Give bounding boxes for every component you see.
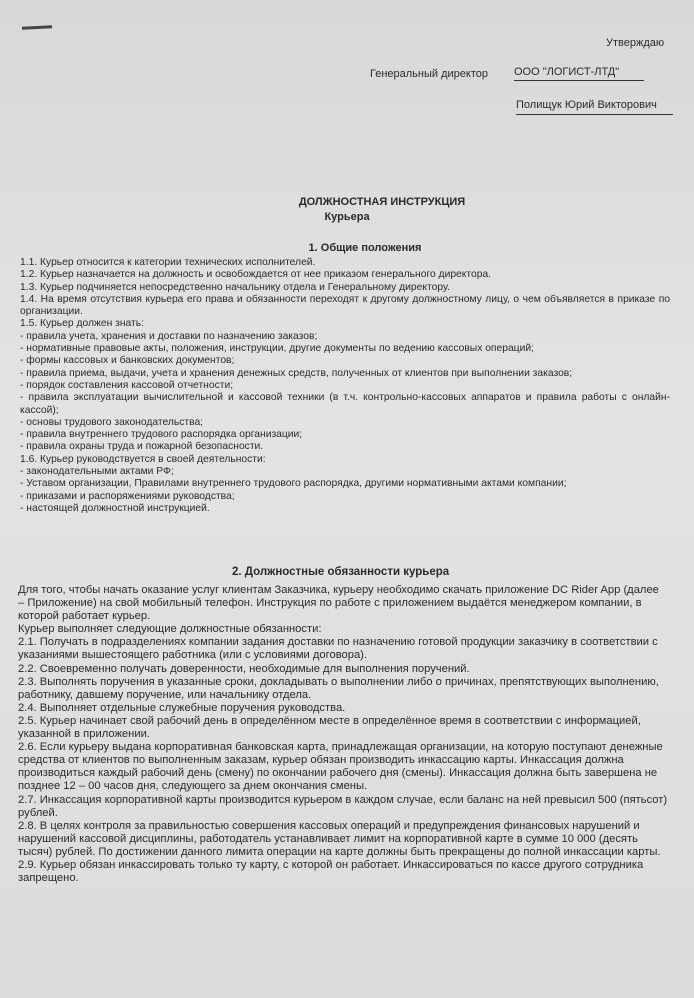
company-name: ООО "ЛОГИСТ-ЛТД" bbox=[514, 66, 644, 81]
section2-line: 2.7. Инкассация корпоративной карты производится курьером в каждом случае, если баланс на ней превысил 500 (пятьсот) рублей. bbox=[18, 793, 668, 819]
section2-heading: 2. Должностные обязанности курьера bbox=[232, 566, 450, 578]
section2-line: 2.4. Выполняет отдельные служебные поручения руководства. bbox=[18, 701, 346, 714]
section1-line: - настоящей должностной инструкцией. bbox=[20, 502, 210, 514]
section1-line: - основы трудового законодательства; bbox=[20, 416, 204, 428]
section1-line: - формы кассовых и банковских документов; bbox=[20, 355, 235, 367]
section1-line: 1.2. Курьер назначается на должность и освобождается от нее приказом генерального директора. bbox=[20, 269, 492, 281]
section2-line: Для того, чтобы начать оказание услуг клиентам Заказчика, курьеру необходимо скачать приложение DC Rider App (далее – Приложение) на свой мобильный телефон. Инструкция по работе с приложением выдаётся менеджером компании, в которой работает курьер. bbox=[18, 584, 659, 623]
section2-line: 2.1. Получать в подразделениях компании задания доставки по назначению готовой продукции заказчику в соответствии с указаниями вышестоящего работника (или с условиями договора). bbox=[18, 636, 658, 662]
section1-line: - законодательными актами РФ; bbox=[20, 466, 174, 478]
section2-line: 2.3. Выполнять поручения в указанные сроки, докладывать о выполнении либо о причинах, препятствующих выполнению, работнику, давшему поручение, или начальнику отдела. bbox=[18, 675, 659, 701]
section2-line: Курьер выполняет следующие должностные обязанности: bbox=[18, 623, 322, 636]
section2-line: 2.2. Своевременно получать доверенности, необходимые для выполнения поручений. bbox=[18, 662, 470, 675]
section1-line: - правила приема, выдачи, учета и хранения денежных средств, полученных от клиентов при выполнении заказов; bbox=[20, 367, 573, 379]
director-name: Полищук Юрий Викторович bbox=[516, 98, 673, 115]
section1-line: 1.5. Курьер должен знать: bbox=[20, 318, 144, 330]
section1-line: - правила эксплуатации вычислительной и кассовой техники (в т.ч. контрольно-кассовых аппаратов и правила работы с онлайн-кассой); bbox=[20, 392, 670, 416]
section2-line: 2.8. В целях контроля за правильностью совершения кассовых операций и предупреждения финансовых нарушений и нарушений кассовой дисциплины, работодатель устанавливает лимит на корпоративной карте в сумме 10 000 (десять тысяч) рублей. По достижении данного лимита операции на карте должны быть прекращены до полной инкассации карты. bbox=[18, 819, 661, 858]
section2-body bbox=[18, 584, 668, 885]
section1-line: 1.4. На время отсутствия курьера его права и обязанности переходят к другому должностному лицу, о чем объявляется в приказе по организации. bbox=[20, 293, 670, 318]
approve-label: Утверждаю bbox=[606, 37, 665, 49]
section1-heading: 1. Общие положения bbox=[308, 242, 422, 254]
section2-line: 2.5. Курьер начинает свой рабочий день в определённом месте в определённое время в соответствии с информацией, указанной в приложении. bbox=[18, 714, 641, 741]
section2-line: 2.9. Курьер обязан инкассировать только ту карту, с которой он работает. Инкассироваться по кассе другого сотрудника запрещено. bbox=[18, 858, 644, 885]
director-label: Генеральный директор bbox=[370, 68, 488, 80]
section1-line: 1.3. Курьер подчиняется непосредственно начальнику отдела и Генеральному директору. bbox=[20, 281, 450, 293]
section1-line: - правила охраны труда и пожарной безопасности. bbox=[20, 441, 264, 453]
section1-line: 1.6. Курьер руководствуется в своей деятельности: bbox=[20, 453, 266, 465]
section1-line: - правила внутреннего трудового распорядка организации; bbox=[20, 429, 303, 441]
section1-line: 1.1. Курьер относится к категории технических исполнителей. bbox=[20, 257, 316, 268]
section1-line: - Уставом организации, Правилами внутреннего трудового распорядка, другими нормативными актами компании; bbox=[20, 478, 567, 490]
section1-line: - правила учета, хранения и доставки по назначению заказов; bbox=[20, 330, 318, 342]
pen-mark bbox=[22, 25, 52, 30]
document-title: ДОЛЖНОСТНАЯ ИНСТРУКЦИЯ bbox=[298, 196, 466, 208]
section1-line: - нормативные правовые акты, положения, инструкции, другие документы по ведению кассовых операций; bbox=[20, 343, 534, 355]
document-subtitle: Курьера bbox=[324, 211, 370, 223]
section1-line: - порядок составления кассовой отчетности; bbox=[20, 379, 234, 391]
section2-line: 2.6. Если курьеру выдана корпоративная банковская карта, принадлежащая организации, на которую поступают денежные средства от клиентов по выполненным заказам, курьер обязан производить инкассацию карты. Инкассация должна производиться каждый рабочий день (смену) по окончании рабочего дня (смены). Инкассация должна быть завершена не позднее 12 – 00 часов дня, следующего за днем окончания смены. bbox=[18, 741, 663, 793]
section1-line: - приказами и распоряжениями руководства; bbox=[20, 490, 235, 502]
section1-body bbox=[20, 257, 670, 515]
